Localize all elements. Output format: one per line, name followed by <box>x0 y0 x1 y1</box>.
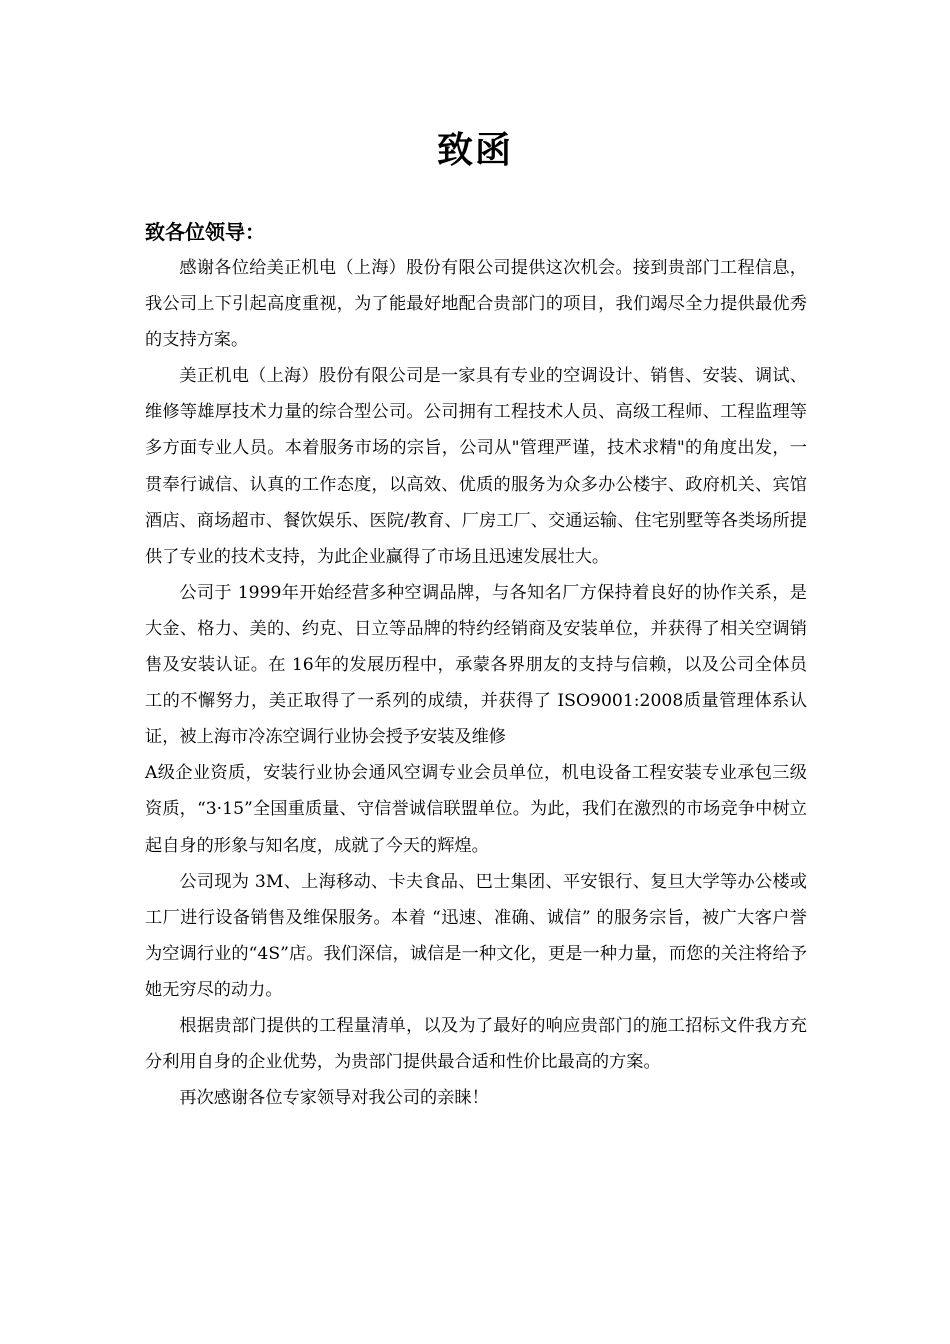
paragraph-company-intro: 美正机电（上海）股份有限公司是一家具有专业的空调设计、销售、安装、调试、维修等雄厚技术力量的综合型公司。公司拥有工程技术人员、高级工程师、工程监理等多方面专业人员。本着服务市场的宗旨，公司从"管理严谨，技术求精"的角度出发，一贯奉行诚信、认真的工作态度，以高效、优质的服务为众多办公楼宇、政府机关、宾馆酒店、商场超市、餐饮娱乐、医院/教育、厂房工厂、交通运输、住宅别墅等各类场所提供了专业的技术支持，为此企业赢得了市场且迅速发展壮大。 <box>145 366 807 567</box>
paragraph-proposal: 根据贵部门提供的工程量清单，以及为了最好的响应贵部门的施工招标文件我方充分利用自身的企业优势，为贵部门提供最合适和性价比最高的方案。 <box>145 1015 807 1073</box>
paragraph-clients: 公司现为 3M、上海移动、卡夫食品、巴士集团、平安银行、复旦大学等办公楼或工厂进行设备销售及维保服务。本着 “迅速、准确、诚信” 的服务宗旨，被广大客户誉为空调行业的“4S”店。我们深信，诚信是一种文化，更是一种力量，而您的关注将给予她无穷尽的动力。 <box>145 871 807 1000</box>
letter-body <box>145 250 807 1116</box>
paragraph-thanks: 感谢各位给美正机电（上海）股份有限公司提供这次机会。接到贵部门工程信息，我公司上下引起高度重视，为了能最好地配合贵部门的项目，我们竭尽全力提供最优秀的支持方案。 <box>145 258 807 351</box>
paragraph-qualifications: A级企业资质，安装行业协会通风空调专业会员单位，机电设备工程安装专业承包三级资质，“3·15”全国重质量、守信誉诚信联盟单位。为此，我们在激烈的市场竞争中树立起自身的形象与知名度，成就了今天的辉煌。 <box>145 763 807 856</box>
paragraph-history: 公司于 1999年开始经营多种空调品牌，与各知名厂方保持着良好的协作关系，是大金、格力、美的、约克、日立等品牌的特约经销商及安装单位，并获得了相关空调销售及安装认证。在 16年的发展历程中，承蒙各界朋友的支持与信赖，以及公司全体员工的不懈努力，美正取得了一系列的成绩，并获得了 ISO9001:2008质量管理体系认证，被上海市冷冻空调行业协会授予安装及维修 <box>145 582 807 748</box>
salutation: 致各位领导： <box>145 220 265 244</box>
document-title: 致函 <box>436 129 513 171</box>
paragraph-closing: 再次感谢各位专家领导对我公司的亲睐！ <box>179 1088 489 1109</box>
